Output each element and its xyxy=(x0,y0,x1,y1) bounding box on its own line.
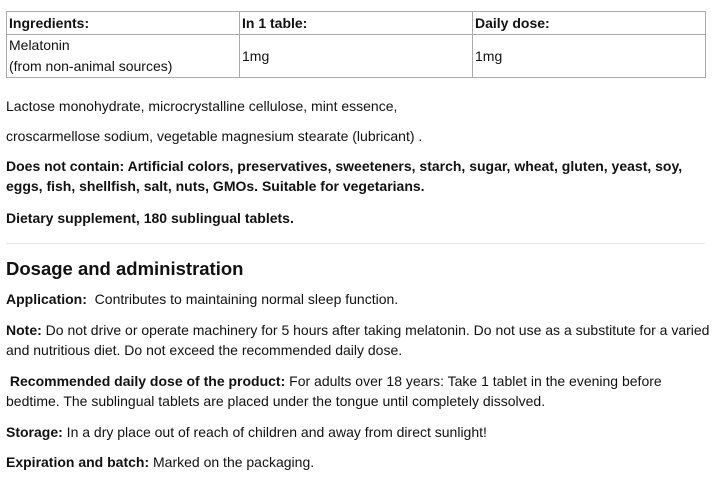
note-label: Note: xyxy=(6,322,42,338)
excipients-line-1: Lactose monohydrate, microcrystalline cellulose, mint essence, xyxy=(6,98,398,114)
recommended-text: For adults over 18 years: Take 1 tablet in the evening before bedtime. The sublingual tablets are placed under the tongue until completely dissolved. xyxy=(6,373,662,409)
note-paragraph xyxy=(6,320,714,360)
cell-ingredient xyxy=(7,35,240,78)
recommended-label: Recommended daily dose of the product: xyxy=(6,373,286,389)
storage-text: In a dry place out of reach of children and away from direct sunlight! xyxy=(62,424,487,440)
table-header-row xyxy=(7,12,706,35)
does-not-contain: Does not contain: Artificial colors, preservatives, sweeteners, starch, sugar, wheat, gluten, yeast, soy, eggs, fish, shellfish, salt, nuts, GMOs. Suitable for vegetarians. xyxy=(6,158,683,194)
excipients-line-2: croscarmellose sodium, vegetable magnesium stearate (lubricant) . xyxy=(6,128,423,144)
cell-per-table: 1mg xyxy=(240,35,473,78)
application-label: Application: xyxy=(6,291,87,307)
application-paragraph xyxy=(6,289,714,309)
expiration-paragraph xyxy=(6,452,714,472)
table-row xyxy=(7,35,706,78)
dosage-heading: Dosage and administration xyxy=(6,258,244,279)
header-daily-dose: Daily dose: xyxy=(473,12,706,35)
ingredient-name: Melatonin xyxy=(9,37,70,53)
storage-paragraph xyxy=(6,422,714,442)
header-ingredients: Ingredients: xyxy=(7,12,240,35)
expiration-label: Expiration and batch: xyxy=(6,454,150,470)
note-text: Do not drive or operate machinery for 5 hours after taking melatonin. Do not use as a substitute for a varied and nutritious diet. Do not exceed the recommended daily dose. xyxy=(6,322,710,358)
header-per-table: In 1 table: xyxy=(240,12,473,35)
ingredient-source: (from non-animal sources) xyxy=(9,58,173,74)
cell-daily-dose: 1mg xyxy=(473,35,706,78)
storage-label: Storage: xyxy=(6,424,63,440)
expiration-text: Marked on the packaging. xyxy=(149,454,315,470)
application-text: Contributes to maintaining normal sleep function. xyxy=(86,291,399,307)
section-divider xyxy=(6,243,705,244)
ingredients-table xyxy=(6,11,706,78)
recommended-dose-paragraph xyxy=(6,371,714,411)
dietary-supplement: Dietary supplement, 180 sublingual tablets. xyxy=(6,210,294,226)
